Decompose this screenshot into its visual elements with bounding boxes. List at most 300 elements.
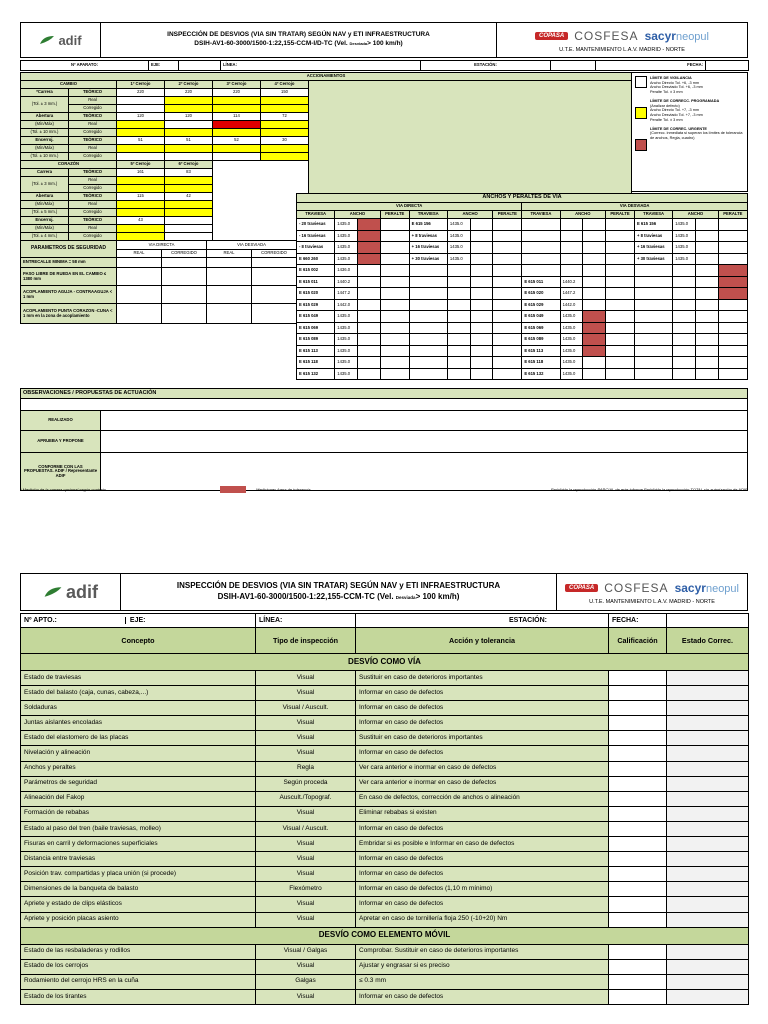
real-label: Real — [69, 225, 117, 233]
enc-corr-cell[interactable] — [213, 153, 261, 161]
col-header-concepto: Concepto — [21, 628, 256, 654]
carrera-corr-cell[interactable] — [117, 105, 165, 113]
param-cell[interactable] — [117, 304, 162, 324]
ancho-cell — [560, 265, 583, 277]
accion-cell: ≤ 0.3 mm — [356, 974, 609, 989]
concepto-cell: Nivelación y alineación — [21, 746, 256, 761]
estado-correc-field[interactable] — [667, 746, 749, 761]
abertura-corr-cell[interactable] — [213, 129, 261, 137]
tipo-cell: Según proceda — [256, 776, 356, 791]
calificacion-field[interactable] — [609, 686, 667, 701]
ancho-status-cell — [470, 299, 493, 311]
concepto-cell: Estado de los cerrojos — [21, 959, 256, 974]
peralte-cell[interactable] — [380, 299, 409, 311]
ancho-cell: 1435.0 — [335, 219, 358, 231]
carrera-real-cell[interactable] — [261, 97, 309, 105]
calificacion-field[interactable] — [609, 897, 667, 912]
ancho-status-cell — [470, 219, 493, 231]
checklist-row — [21, 959, 749, 974]
concepto-cell: Soldaduras — [21, 701, 256, 716]
peralte-cell[interactable] — [718, 299, 747, 311]
peralte-cell[interactable] — [606, 345, 635, 357]
param-cell[interactable] — [117, 286, 162, 304]
abertura-corr-cell[interactable] — [117, 129, 165, 137]
info-label-estacion: ESTACIÓN: — [509, 616, 547, 624]
peralte-cell[interactable] — [380, 219, 409, 231]
carrera-real-cell[interactable] — [117, 97, 165, 105]
anchos-col-header: PERALTE — [718, 211, 747, 219]
peralte-cell[interactable] — [606, 322, 635, 334]
enc-real-cell[interactable] — [165, 145, 213, 153]
traviesa-cell — [409, 299, 447, 311]
abertura-corr-cell[interactable] — [261, 129, 309, 137]
traviesa-cell: E 615 069 — [522, 322, 560, 334]
ancho-cell — [560, 230, 583, 242]
peralte-cell[interactable] — [493, 357, 522, 369]
enc-corr-cell[interactable] — [261, 153, 309, 161]
ancho-cell: 1435.0 — [673, 230, 696, 242]
peralte-cell[interactable] — [493, 299, 522, 311]
abertura-corazon-corr[interactable] — [165, 209, 213, 217]
abertura-value: 120 — [165, 113, 213, 121]
peralte-cell[interactable] — [606, 311, 635, 323]
peralte-cell[interactable] — [380, 368, 409, 380]
footer-copyright: Prohibida la reproducción PARCIAL de este informe Prohibida la reproducción TOTAL sin autorización de ADIF. — [550, 487, 748, 492]
ancho-status-cell — [470, 253, 493, 265]
ancho-status-cell — [357, 253, 380, 265]
peralte-cell[interactable] — [606, 288, 635, 300]
legend-item: Peralte — [650, 117, 663, 122]
ancho-cell — [447, 334, 470, 346]
checklist-row — [21, 897, 749, 912]
checklist-row — [21, 686, 749, 701]
param-acoplamiento-aguja: ACOPLAMIENTO AGUJA - CONTRAAGUJA < 1 mm — [21, 286, 117, 304]
estado-correc-field[interactable] — [667, 731, 749, 746]
peralte-cell[interactable] — [493, 345, 522, 357]
adif-leaf-icon — [43, 586, 63, 598]
tolerance-legend — [632, 72, 748, 192]
ancho-status-cell — [357, 322, 380, 334]
ancho-cell: 1442.0 — [560, 299, 583, 311]
info-label-linea: LÍNEA: — [256, 614, 356, 628]
abertura-corr-cell[interactable] — [165, 129, 213, 137]
calificacion-field[interactable] — [609, 776, 667, 791]
peralte-cell[interactable] — [718, 334, 747, 346]
corregido-label: Corregido — [69, 153, 117, 161]
peralte-cell[interactable] — [606, 230, 635, 242]
traviesa-cell — [522, 230, 560, 242]
corazon-real-cell[interactable] — [117, 177, 165, 185]
param-cell[interactable] — [207, 258, 252, 268]
traviesa-cell: E 615 132 — [297, 368, 335, 380]
estado-correc-field[interactable] — [667, 716, 749, 731]
concepto-cell: Estado de las resbaladeras y rodillos — [21, 944, 256, 959]
peralte-cell[interactable] — [606, 219, 635, 231]
title-line-2 — [194, 40, 402, 49]
anchos-col-header: TRAVIESA — [522, 211, 560, 219]
ancho-status-cell — [583, 368, 606, 380]
estado-correc-field[interactable] — [667, 791, 749, 806]
ancho-status-cell — [583, 276, 606, 288]
peralte-cell[interactable] — [718, 219, 747, 231]
concepto-cell: Estado al paso del tren (baile traviesas, molleo) — [21, 821, 256, 836]
via-directa-header: VIA DIRECTA — [117, 241, 207, 250]
encerrojamiento-sub: (Mín/Máx) — [21, 145, 69, 153]
anchos-slot — [213, 161, 309, 209]
concepto-cell: Fisuras en carril y deformaciones superficiales — [21, 837, 256, 852]
peralte-cell[interactable] — [718, 311, 747, 323]
enc-corr-cell[interactable] — [117, 153, 165, 161]
enc-corr-cell[interactable] — [165, 153, 213, 161]
peralte-cell[interactable] — [606, 357, 635, 369]
corazon-corr-cell[interactable] — [165, 185, 213, 193]
corregido-label: Corregido — [69, 129, 117, 137]
traviesa-cell — [634, 345, 672, 357]
estado-correc-field[interactable] — [667, 852, 749, 867]
enc-real-cell[interactable] — [261, 145, 309, 153]
calificacion-field[interactable] — [609, 989, 667, 1004]
traviesa-cell — [409, 276, 447, 288]
peralte-cell[interactable] — [493, 311, 522, 323]
info-label-aparato: Nº APARATO: — [21, 61, 149, 71]
param-cell[interactable] — [162, 258, 207, 268]
ancho-status-cell — [470, 288, 493, 300]
calificacion-field[interactable] — [609, 852, 667, 867]
peralte-cell[interactable] — [606, 265, 635, 277]
estado-correc-field[interactable] — [667, 944, 749, 959]
peralte-cell[interactable] — [380, 345, 409, 357]
peralte-cell[interactable] — [493, 230, 522, 242]
peralte-cell[interactable] — [380, 253, 409, 265]
calificacion-field[interactable] — [609, 791, 667, 806]
estado-correc-field[interactable] — [667, 989, 749, 1004]
peralte-cell[interactable] — [380, 311, 409, 323]
estado-correc-field[interactable] — [667, 912, 749, 927]
calificacion-field[interactable] — [609, 974, 667, 989]
checklist-row — [21, 837, 749, 852]
traviesa-cell — [634, 368, 672, 380]
peralte-cell[interactable] — [606, 253, 635, 265]
conforme-field[interactable] — [101, 453, 748, 491]
peralte-cell[interactable] — [493, 276, 522, 288]
param-cell[interactable] — [117, 268, 162, 286]
param-cell[interactable] — [252, 286, 297, 304]
calificacion-field[interactable] — [609, 882, 667, 897]
fecha-field[interactable] — [706, 61, 749, 71]
checklist-row — [21, 912, 749, 927]
cerrojo-4-header: 4º Cerrojo — [261, 81, 309, 89]
peralte-cell[interactable] — [380, 357, 409, 369]
realizado-label: REALIZADO — [21, 411, 101, 431]
peralte-cell[interactable] — [718, 368, 747, 380]
corazon-corr-cell[interactable] — [117, 185, 165, 193]
peralte-cell[interactable] — [380, 334, 409, 346]
title-line-2 — [218, 592, 460, 603]
accion-cell: Informar en caso de defectos — [356, 821, 609, 836]
estado-correc-field[interactable] — [667, 867, 749, 882]
ancho-cell — [447, 265, 470, 277]
param-cell[interactable] — [207, 268, 252, 286]
param-cell[interactable] — [162, 268, 207, 286]
peralte-cell[interactable] — [493, 288, 522, 300]
param-cell[interactable] — [252, 268, 297, 286]
ancho-status-cell — [357, 334, 380, 346]
peralte-cell[interactable] — [718, 322, 747, 334]
param-cell[interactable] — [162, 286, 207, 304]
corregido-header: CORREGIDO — [162, 250, 207, 258]
estado-correc-field[interactable] — [667, 837, 749, 852]
param-cell[interactable] — [252, 258, 297, 268]
legend-tol: Tol. +6, -3 mm — [674, 80, 700, 85]
ancho-status-cell — [357, 242, 380, 254]
realizado-field[interactable] — [101, 411, 748, 431]
ancho-cell: 1435.0 — [335, 253, 358, 265]
ancho-status-cell — [470, 357, 493, 369]
title-line-1: INSPECCIÓN DE DESVIOS (VIA SIN TRATAR) SEGÚN NAV y ETI INFRAESTRUCTURA — [176, 581, 501, 591]
anchos-col-header: TRAVIESA — [634, 211, 672, 219]
ancho-cell: 1435.0 — [560, 334, 583, 346]
traviesa-cell: + 8 traviesas — [409, 230, 447, 242]
param-cell[interactable] — [117, 258, 162, 268]
corazon-real-cell[interactable] — [165, 177, 213, 185]
peralte-cell[interactable] — [380, 230, 409, 242]
estado-correc-field[interactable] — [667, 701, 749, 716]
peralte-cell[interactable] — [606, 299, 635, 311]
param-cell[interactable] — [207, 286, 252, 304]
carrera-real-cell[interactable] — [213, 97, 261, 105]
checklist-row — [21, 716, 749, 731]
enc-real-cell[interactable] — [213, 145, 261, 153]
calificacion-field[interactable] — [609, 671, 667, 686]
title-code: DSIH-AV1-60-3000/1500-1:22,155-CCM-TC — [217, 592, 375, 601]
peralte-cell[interactable] — [493, 322, 522, 334]
calificacion-field[interactable] — [609, 731, 667, 746]
estacion-field[interactable] — [551, 61, 596, 71]
calificacion-field[interactable] — [609, 806, 667, 821]
abertura-corazon-value: 42 — [165, 193, 213, 201]
col-header-accion: Acción y tolerancia — [356, 628, 609, 654]
encerrojamiento-value: 30 — [261, 137, 309, 145]
ancho-cell: 1435.0 — [447, 242, 470, 254]
peralte-cell[interactable] — [718, 357, 747, 369]
ancho-cell: 1442.0 — [335, 299, 358, 311]
peralte-cell[interactable] — [718, 242, 747, 254]
ancho-status-cell — [695, 299, 718, 311]
traviesa-cell: E 615 069 — [297, 322, 335, 334]
calificacion-field[interactable] — [609, 701, 667, 716]
ancho-status-cell — [695, 368, 718, 380]
ancho-status-cell — [695, 265, 718, 277]
abertura-corazon-corr[interactable] — [117, 209, 165, 217]
estado-correc-field[interactable] — [667, 686, 749, 701]
carrera-value: 150 — [261, 89, 309, 97]
peralte-cell[interactable] — [493, 219, 522, 231]
peralte-cell[interactable] — [380, 265, 409, 277]
carrera-tolerance: (Tol. ± 3 mm.) — [21, 97, 69, 113]
concepto-cell: Parámetros de seguridad — [21, 776, 256, 791]
calificacion-field[interactable] — [609, 746, 667, 761]
enc-real-cell[interactable] — [117, 145, 165, 153]
calificacion-field[interactable] — [609, 959, 667, 974]
encerrojamiento-label: Encerroj. — [21, 137, 69, 145]
ancho-cell — [673, 299, 696, 311]
traviesa-cell — [409, 322, 447, 334]
estado-correc-field[interactable] — [667, 882, 749, 897]
accion-cell: Informar en caso de defectos — [356, 746, 609, 761]
peralte-cell[interactable] — [380, 288, 409, 300]
col-header-estado: Estado Correc. — [667, 628, 749, 654]
peralte-cell[interactable] — [380, 322, 409, 334]
peralte-cell[interactable] — [493, 265, 522, 277]
legend-tol: Tol. +7, -3 mm — [674, 108, 700, 113]
carrera-corr-cell[interactable] — [261, 105, 309, 113]
traviesa-cell: E 615 132 — [522, 368, 560, 380]
traviesa-cell: E 615 029 — [297, 299, 335, 311]
param-entrecalle: ENTRECALLE MINIMA = 58 mm — [21, 258, 117, 268]
peralte-cell[interactable] — [380, 242, 409, 254]
company-logos — [497, 23, 747, 57]
abertura-sub: (Mín/Máx) — [21, 121, 69, 129]
calificacion-field[interactable] — [609, 867, 667, 882]
ancho-cell — [673, 334, 696, 346]
carrera-corazon-value: 83 — [165, 169, 213, 177]
peralte-cell[interactable] — [718, 345, 747, 357]
calificacion-field[interactable] — [609, 944, 667, 959]
via-directa-header: VIA DIRECTA — [297, 203, 522, 211]
ancho-status-cell — [583, 322, 606, 334]
ancho-status-cell — [357, 299, 380, 311]
enc-corazon-real[interactable] — [165, 225, 213, 233]
ancho-status-cell — [357, 345, 380, 357]
peralte-cell[interactable] — [718, 276, 747, 288]
title-code: DSIH-AV1-60-3000/1500-1:22,155-CCM-I/D-TC — [194, 40, 333, 47]
estado-correc-field[interactable] — [667, 959, 749, 974]
section-desvio-como-via: DESVÍO COMO VÍA — [21, 654, 749, 671]
enc-corazon-real[interactable] — [117, 225, 165, 233]
tipo-cell: Visual — [256, 716, 356, 731]
param-cell[interactable] — [162, 304, 207, 324]
abertura-real-cell-out-of-tolerance[interactable] — [213, 121, 261, 129]
accion-cell: Eliminar rebabas si existen — [356, 806, 609, 821]
concepto-cell: Distancia entre traviesas — [21, 852, 256, 867]
peralte-cell[interactable] — [606, 242, 635, 254]
traviesa-cell: E 615 049 — [297, 311, 335, 323]
tipo-cell: Visual / Auscult. — [256, 701, 356, 716]
calificacion-field[interactable] — [609, 716, 667, 731]
tipo-cell: Visual — [256, 989, 356, 1004]
enc-corazon-label: Encerroj. — [21, 217, 69, 225]
abertura-real-cell[interactable] — [117, 121, 165, 129]
estado-correc-field[interactable] — [667, 821, 749, 836]
traviesa-cell: E 615 002 — [297, 265, 335, 277]
peralte-cell[interactable] — [718, 265, 747, 277]
estado-correc-field[interactable] — [667, 897, 749, 912]
accion-cell: Sustituir en caso de deterioros importantes — [356, 731, 609, 746]
adif-logo — [21, 574, 121, 610]
calificacion-field[interactable] — [609, 821, 667, 836]
peralte-cell[interactable] — [493, 368, 522, 380]
cerrojo-6-header: 6º Cerrojo — [165, 161, 213, 169]
teorico-label: TEÓRICO — [69, 89, 117, 97]
abertura-real-cell[interactable] — [261, 121, 309, 129]
peralte-cell[interactable] — [493, 334, 522, 346]
calificacion-field[interactable] — [609, 761, 667, 776]
teorico-label: TEÓRICO — [69, 169, 117, 177]
ancho-cell: 1440.2 — [335, 276, 358, 288]
header-page-2 — [20, 573, 748, 611]
traviesa-cell: + 30 traviesas — [409, 253, 447, 265]
accion-cell: Informar en caso de defectos (1,10 m mínimo) — [356, 882, 609, 897]
estado-correc-field[interactable] — [667, 974, 749, 989]
ancho-status-cell — [470, 242, 493, 254]
abertura-real-cell[interactable] — [165, 121, 213, 129]
estado-correc-field[interactable] — [667, 761, 749, 776]
legend-tol: Tol. +6, -3 mm — [678, 85, 703, 90]
accion-cell: Informar en caso de defectos — [356, 701, 609, 716]
ancho-cell — [447, 322, 470, 334]
traviesa-cell: + 8 traviesas — [634, 230, 672, 242]
peralte-cell[interactable] — [493, 253, 522, 265]
carrera-corr-cell[interactable] — [165, 105, 213, 113]
ancho-status-cell — [695, 345, 718, 357]
peralte-cell[interactable] — [718, 230, 747, 242]
eje-field[interactable] — [179, 61, 221, 71]
peralte-cell[interactable] — [606, 368, 635, 380]
peralte-cell[interactable] — [606, 334, 635, 346]
param-cell[interactable] — [252, 304, 297, 324]
traviesa-cell: E 615 156 — [409, 219, 447, 231]
real-header: REAL — [117, 250, 162, 258]
ancho-status-cell — [695, 334, 718, 346]
anchos-col-header: TRAVIESA — [409, 211, 447, 219]
estado-correc-field[interactable] — [667, 671, 749, 686]
calificacion-field[interactable] — [609, 837, 667, 852]
fecha-field[interactable] — [667, 614, 749, 628]
param-paso-libre: PASO LIBRE DE RUEDA EN EL CAMBIO ≤ 1380 mm — [21, 268, 117, 286]
ancho-status-cell — [583, 219, 606, 231]
ancho-status-cell — [583, 311, 606, 323]
peralte-cell[interactable] — [493, 242, 522, 254]
tipo-cell: Regla — [256, 761, 356, 776]
estado-correc-field[interactable] — [667, 776, 749, 791]
carrera-corr-cell[interactable] — [213, 105, 261, 113]
accion-cell: Ver cara anterior e inormar en caso de defectos — [356, 761, 609, 776]
carrera-real-cell[interactable] — [165, 97, 213, 105]
col-header-calificacion: Calificación — [609, 628, 667, 654]
peralte-cell[interactable] — [718, 253, 747, 265]
accion-cell: Comprobar. Sustituir en caso de deterioros importantes — [356, 944, 609, 959]
peralte-cell[interactable] — [606, 276, 635, 288]
estado-correc-field[interactable] — [667, 806, 749, 821]
observaciones-table — [20, 388, 748, 491]
calificacion-field[interactable] — [609, 912, 667, 927]
param-acoplamiento-corazon: ACOPLAMIENTO PUNTA CORAZON -CUNA < 1 mm en la zona de acoplamiento — [21, 304, 117, 324]
observaciones-field[interactable] — [21, 399, 748, 411]
ancho-cell: 1435.0 — [560, 345, 583, 357]
peralte-cell[interactable] — [718, 288, 747, 300]
concepto-cell: Formación de rebabas — [21, 806, 256, 821]
param-cell[interactable] — [207, 304, 252, 324]
aprueba-field[interactable] — [101, 431, 748, 453]
anchos-peraltes-table — [296, 193, 748, 380]
conforme-label: CONFORME CON LAS PROPUESTAS. ADIF / Representante ADIF — [21, 453, 101, 491]
anchos-col-header: TRAVIESA — [297, 211, 335, 219]
peralte-cell[interactable] — [380, 276, 409, 288]
real-label: Real — [69, 121, 117, 129]
tipo-cell: Galgas — [256, 974, 356, 989]
adif-logo — [21, 23, 101, 57]
anchos-col-header: PERALTE — [380, 211, 409, 219]
